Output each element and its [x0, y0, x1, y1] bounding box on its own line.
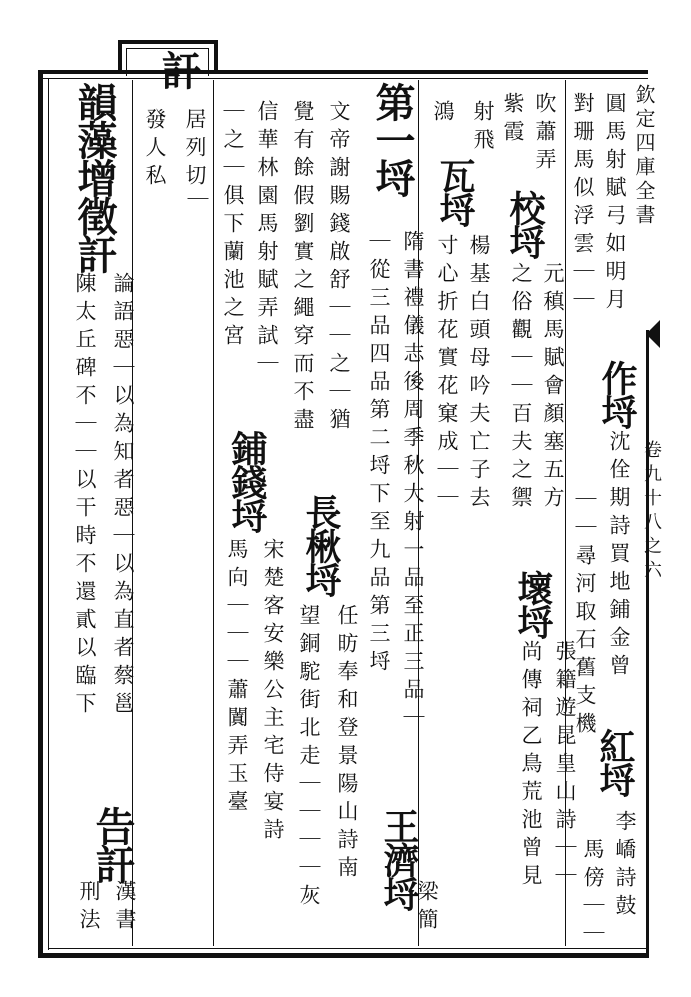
- volume-label: 卷九十八之六: [641, 440, 662, 584]
- text-column: 刑法: [77, 880, 101, 936]
- entry-heading: 壞埒: [512, 570, 554, 638]
- text-column: 望銅駝街北走｜｜｜｜灰: [297, 604, 321, 912]
- text-column: 寸心折花實花窠成｜｜: [435, 234, 459, 514]
- text-column: 馬傍｜｜: [581, 838, 605, 950]
- text-column: ｜: [185, 188, 209, 216]
- frame-left-inner-border: [48, 78, 49, 950]
- entry-heading: 作埒: [596, 360, 638, 428]
- fish-tail-mark: [632, 320, 660, 348]
- entry-heading: 校埒: [504, 190, 546, 258]
- text-column: ｜之｜俱下蘭池之宮: [221, 100, 245, 352]
- entry-heading: 韻藻增徵訐: [71, 82, 118, 272]
- text-column: 馬向｜｜｜蕭闐弄玉臺: [225, 538, 249, 818]
- frame-top-inner-border: [38, 78, 648, 79]
- text-column: 信華林園馬射賦弄試｜: [255, 100, 279, 380]
- text-column: 發人私: [143, 108, 167, 192]
- frame-notch-right: [214, 40, 218, 74]
- frame-notch-inner-left: [126, 48, 127, 76]
- text-column: 文帝謝賜錢啟舒｜｜之｜猶: [327, 100, 351, 436]
- text-column: 任昉奉和登景陽山詩南: [335, 604, 359, 884]
- text-column: 之俗觀｜｜百夫之禦: [509, 262, 533, 514]
- text-column: 楊基白頭母吟夫亡子去: [467, 234, 491, 514]
- text-column: 陳太丘碑不｜｜以干時不還貳以臨下: [73, 272, 97, 720]
- frame-right-border: [646, 330, 649, 958]
- frame-top-border: [38, 70, 648, 74]
- text-column: 漢書: [113, 880, 137, 936]
- entry-heading: 紅埒: [594, 728, 636, 796]
- frame-notch-top: [118, 40, 218, 44]
- text-column: 射飛: [471, 100, 495, 156]
- text-column-short: 紫霞: [501, 92, 525, 148]
- text-column: 李嶠詩鼓: [613, 810, 637, 922]
- frame-notch-left: [118, 40, 122, 74]
- text-column: 覺有餘假劉實之繩穿而不盡: [291, 100, 315, 436]
- text-column: ｜｜尋河取石舊支機: [573, 488, 597, 740]
- entry-heading: 王濟埒: [378, 808, 420, 910]
- entry-heading: 第一埒: [369, 82, 416, 196]
- text-column: ｜從三品四品第二埒下至九品第三埒: [367, 230, 391, 678]
- text-column: 吹蕭弄: [533, 92, 557, 176]
- text-column: 梁簡: [415, 880, 439, 936]
- entry-heading: 告訐: [89, 806, 136, 882]
- text-column: 論語惡｜以為知者惡｜以為直者蔡邕: [111, 272, 135, 720]
- text-column: 張籍遊昆皇山詩｜｜: [553, 640, 577, 892]
- entry-heading: 鋪錢埒: [226, 430, 268, 532]
- text-column: 宋楚客安樂公主宅侍宴詩: [261, 538, 285, 846]
- column-rule: [213, 80, 214, 946]
- frame-notch-inner-top: [126, 48, 208, 49]
- book-title: 欽定四庫全書: [632, 84, 656, 228]
- text-column: 元稹馬賦會顏塞五方: [541, 262, 565, 514]
- text-column: 鴻: [431, 100, 455, 128]
- entry-heading: 訐: [155, 50, 202, 88]
- text-column: 尚傳祠乙鳥荒池曾見: [519, 640, 543, 892]
- text-column: 隋書禮儀志後周季秋大射一品至正三品｜: [401, 230, 425, 734]
- text-column: 圓馬射賦弓如明月: [603, 92, 627, 316]
- entry-heading: 長楸埒: [300, 494, 342, 596]
- text-column: 居列切: [183, 108, 207, 192]
- frame-left-border: [38, 70, 43, 958]
- text-column: 對珊馬似浮雲｜｜: [571, 92, 595, 316]
- frame-bottom-inner-border: [48, 948, 648, 949]
- frame-notch-inner-right: [208, 48, 209, 76]
- entry-heading: 瓦埒: [434, 158, 476, 226]
- text-column: 沈佺期詩買地鋪金曾: [607, 430, 631, 682]
- frame-bottom-border: [38, 953, 648, 958]
